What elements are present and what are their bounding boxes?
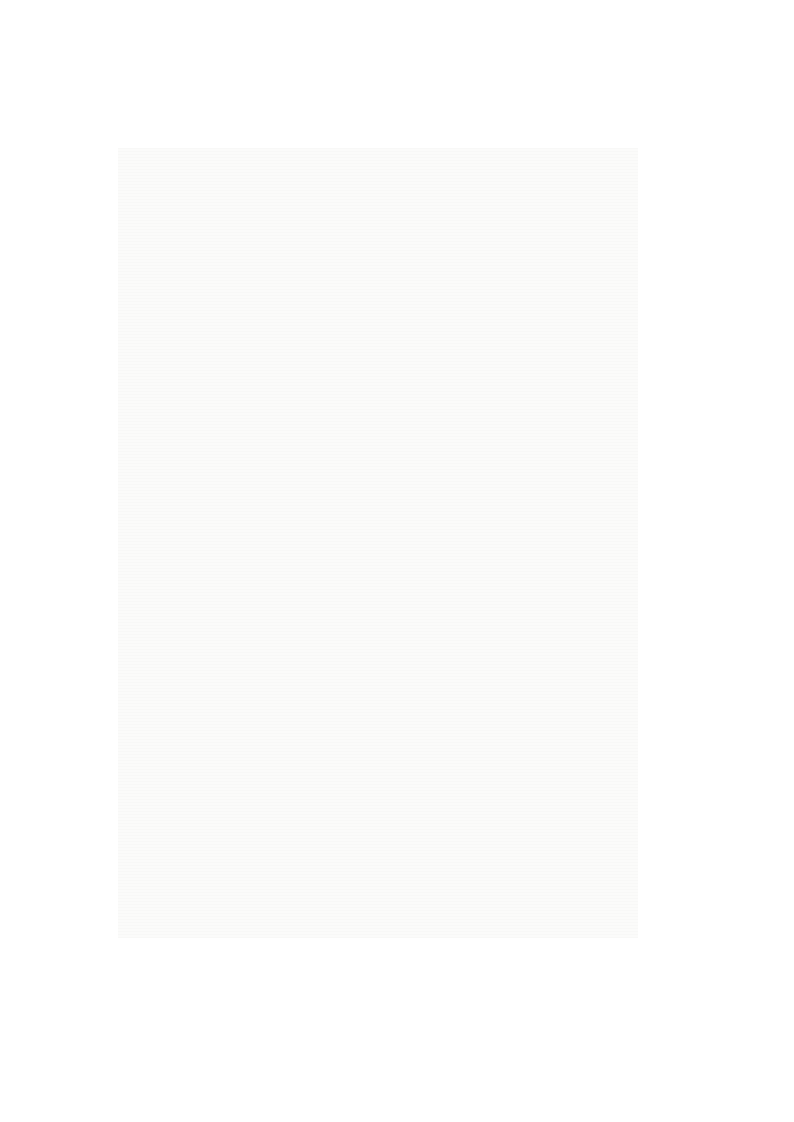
scanned-exam-page — [118, 148, 638, 938]
